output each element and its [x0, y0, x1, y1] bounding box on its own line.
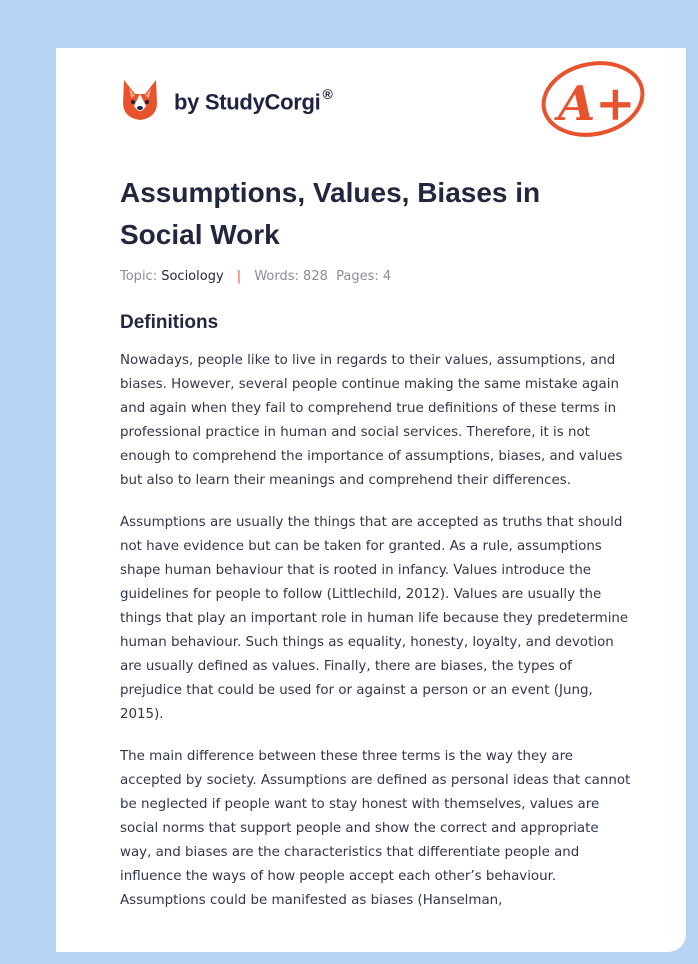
- brand-name: by StudyCorgi ®: [174, 86, 333, 115]
- document-page: [56, 48, 686, 952]
- grade-text: A+: [558, 76, 636, 132]
- registered-mark: ®: [322, 86, 333, 103]
- document-title: Assumptions, Values, Biases in Social Work: [120, 177, 541, 250]
- section-heading: Definitions: [120, 312, 219, 333]
- studycorgi-logo[interactable]: [120, 76, 332, 124]
- words-count: 828: [303, 269, 328, 284]
- meta-separator: |: [236, 269, 242, 284]
- paragraph: Nowadays, people like to live in regards to their values, assumptions, and biases. However, several people continue making the same mistake again and again when they fail to comprehend true definitions of these terms in professional practice in human and social services. Therefore, it is not enough to comprehend the importance of assumptions, biases, and values but also to learn their meanings and comprehend their differences.: [120, 353, 623, 488]
- a-plus-grade-icon: [538, 58, 648, 140]
- words-label: Words:: [254, 269, 299, 284]
- document-meta: [120, 269, 391, 284]
- topic-label: Topic:: [120, 269, 158, 284]
- corgi-icon: [120, 78, 160, 122]
- pages-label: Pages:: [336, 269, 379, 284]
- paragraph: Assumptions are usually the things that are accepted as truths that should not have evidence but can be taken for granted. As a rule, assumptions shape human behaviour that is rooted in infancy. Values introduce the guidelines for people to follow (Littlechild, 2012). Values are usually the things that play an important role in human life because they predetermine human behaviour. Such things as equality, honesty, loyalty, and devotion are usually defined as values. Finally, there are biases, the types of prejudice that could be used for or against a person or an event (Jung, 2015).: [120, 515, 629, 722]
- pages-count: 4: [382, 269, 392, 284]
- topic-link[interactable]: Sociology: [161, 269, 224, 284]
- paragraph: The main difference between these three terms is the way they are accepted by society. Assumptions are defined as personal ideas that cannot be neglected if people want to stay honest with themselves, values are social norms that support people and show the correct and appropriate way, and biases are the characteristics that differentiate people and influence the ways of how people accept each other’s behaviour. Assumptions could be manifested as biases (Hanselman,: [120, 749, 631, 908]
- essay-body: [120, 349, 632, 931]
